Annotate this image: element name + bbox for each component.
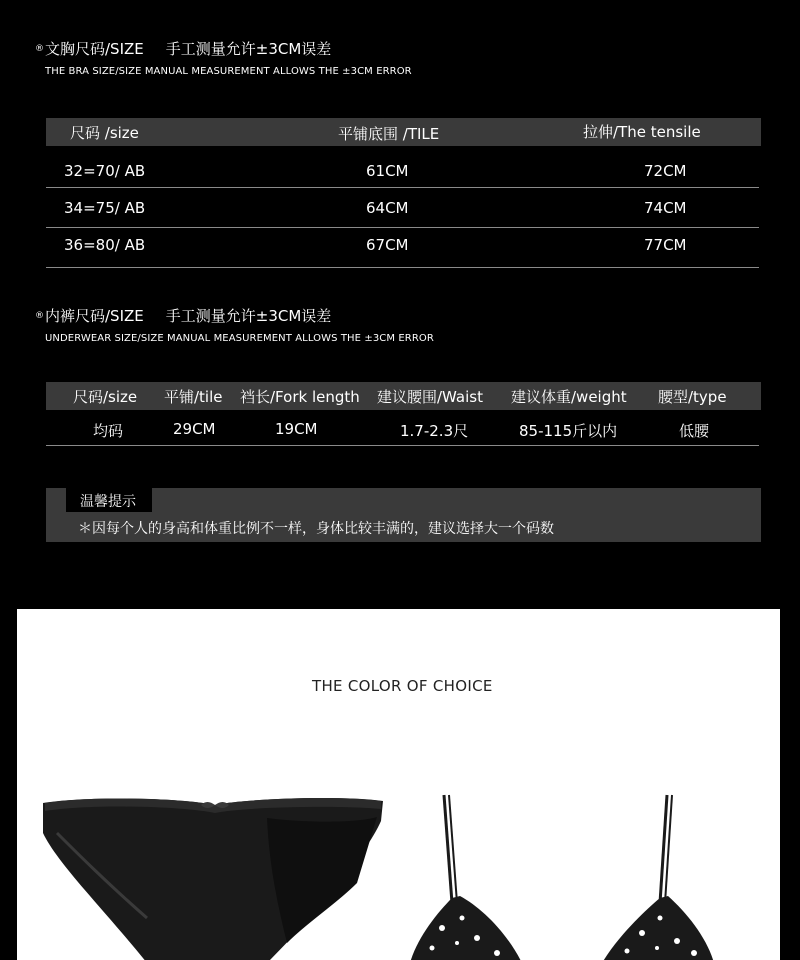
tip-label-bg	[66, 488, 152, 512]
underwear-table-header	[46, 382, 761, 410]
uw-row-waist: 1.7-2.3尺	[400, 422, 469, 440]
uw-row-weight: 85-115斤以内	[519, 422, 618, 440]
uw-header-size: 尺码/size	[73, 388, 138, 406]
uw-row-type: 低腰	[679, 422, 710, 440]
bra-row2-tensile: 74CM	[644, 199, 687, 217]
underwear-size-subtitle: UNDERWEAR SIZE/SIZE MANUAL MEASUREMENT ALLOWS THE ±3CM ERROR	[45, 333, 434, 344]
bra-size-title-cn: 文胸尺码/SIZE	[45, 40, 144, 58]
color-choice-title: THE COLOR OF CHOICE	[312, 677, 493, 695]
bra-row2-tile: 64CM	[366, 199, 409, 217]
bra-header-tensile: 拉伸/The tensile	[583, 123, 701, 141]
underwear-size-title-note: 手工测量允许±3CM误差	[165, 307, 332, 325]
bra-size-title-note: 手工测量允许±3CM误差	[165, 40, 332, 58]
registered-mark: ®	[35, 44, 44, 54]
bra-row2-size: 34=75/ AB	[64, 199, 146, 217]
bra-size-title	[35, 38, 331, 59]
uw-header-waist: 建议腰围/Waist	[377, 388, 483, 406]
uw-header-weight: 建议体重/weight	[511, 388, 627, 406]
bra-size-subtitle: THE BRA SIZE/SIZE MANUAL MEASUREMENT ALLOWS THE ±3CM ERROR	[45, 66, 412, 77]
black-lace-panties-image	[37, 793, 387, 960]
bra-row1-size: 32=70/ AB	[64, 162, 146, 180]
uw-row-tile: 29CM	[173, 420, 216, 438]
uw-header-fork-length: 裆长/Fork length	[240, 388, 360, 406]
underwear-size-title	[35, 305, 331, 326]
underwear-size-title-cn: 内裤尺码/SIZE	[45, 307, 144, 325]
uw-header-type: 腰型/type	[658, 388, 727, 406]
row-divider	[46, 267, 759, 268]
row-divider	[46, 227, 759, 228]
bra-row3-tile: 67CM	[366, 236, 409, 254]
bra-table-header	[46, 118, 761, 146]
tip-label: 温馨提示	[80, 494, 136, 510]
uw-row-size: 均码	[93, 422, 124, 440]
color-choice-panel	[17, 609, 780, 960]
bra-header-tile: 平铺底围 /TILE	[338, 125, 440, 143]
row-divider	[46, 445, 759, 446]
black-lace-bra-image	[402, 793, 732, 960]
bra-header-size: 尺码 /size	[70, 124, 139, 142]
row-divider	[46, 187, 759, 188]
tip-box	[46, 488, 761, 542]
registered-mark: ®	[35, 311, 44, 321]
bra-row3-size: 36=80/ AB	[64, 236, 146, 254]
tip-text: ＊因每个人的身高和体重比例不一样，身体比较丰满的，建议选择大一个码数	[78, 521, 554, 537]
uw-header-tile: 平铺/tile	[164, 388, 223, 406]
bra-row3-tensile: 77CM	[644, 236, 687, 254]
uw-row-fork-length: 19CM	[275, 420, 318, 438]
bra-row1-tile: 61CM	[366, 162, 409, 180]
bra-row1-tensile: 72CM	[644, 162, 687, 180]
